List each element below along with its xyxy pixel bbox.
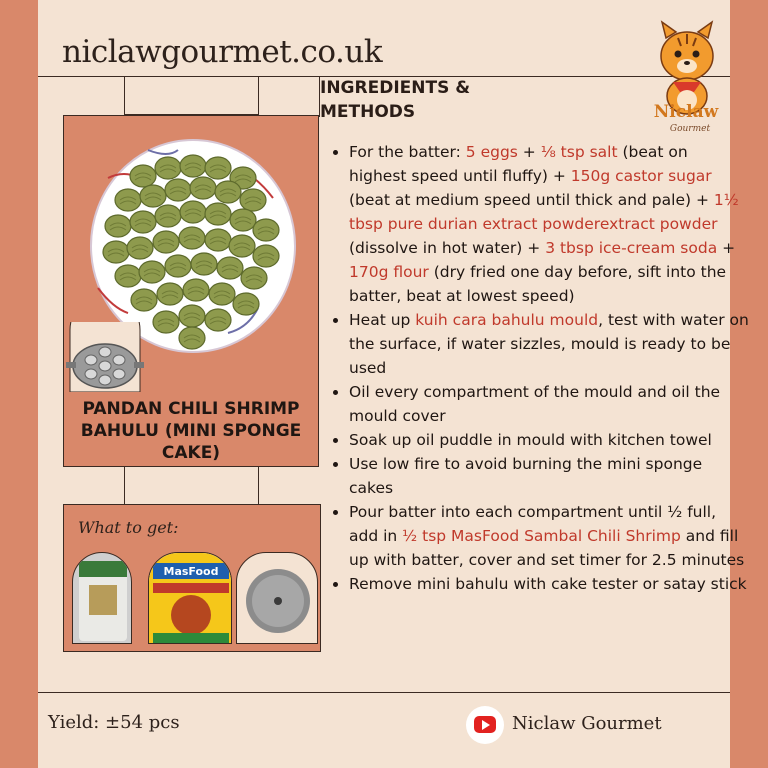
bahulu-cake [140, 185, 166, 207]
step-text: Heat up [349, 311, 416, 329]
ingredients-heading: INGREDIENTS & METHODS [320, 78, 471, 122]
bahulu-mould-icon [64, 322, 146, 392]
site-name[interactable]: niclawgourmet.co.uk [62, 34, 383, 70]
step-text: (dry fried one day before, sift into the batter, beat at lowest speed) [349, 263, 727, 305]
header-connector-left [124, 77, 125, 115]
method-step [349, 428, 749, 452]
logo-subtitle: Gourmet [669, 124, 711, 134]
bahulu-cake [155, 205, 181, 227]
bahulu-cake [165, 179, 191, 201]
step-text: Remove mini bahulu with cake tester or satay stick [349, 575, 747, 593]
what-to-get-title: What to get: [78, 518, 179, 537]
step-text: (beat on highest speed until fluffy) + [349, 143, 688, 185]
bahulu-cake [179, 227, 205, 249]
bahulu-cake [183, 279, 209, 301]
method-steps-list [327, 140, 749, 596]
step-text: Soak up oil puddle in mould with kitchen towel [349, 431, 712, 449]
ingredient-highlight: 150g castor sugar [570, 167, 712, 185]
bahulu-cake [240, 189, 266, 211]
ingredient-highlight: ⅛ tsp salt [540, 143, 618, 161]
step-text: (dissolve in hot water) + [349, 239, 546, 257]
bahulu-cake [130, 165, 156, 187]
method-step [349, 572, 749, 596]
logo-wordmark: Niclaw [653, 102, 719, 122]
method-step [349, 500, 749, 572]
bahulu-cake [179, 327, 205, 349]
bahulu-cake [233, 293, 259, 315]
bahulu-cake [115, 265, 141, 287]
bahulu-cake [217, 257, 243, 279]
bahulu-cake [153, 231, 179, 253]
bahulu-cake [205, 157, 231, 179]
dish-title: PANDAN CHILI SHRIMP BAHULU (MINI SPONGE CAKE) [80, 399, 302, 463]
flour-pack-icon[interactable] [72, 552, 132, 644]
bahulu-cake [157, 283, 183, 305]
ingredient-highlight: 3 tbsp ice-cream soda [545, 239, 718, 257]
step-text: and fill up with batter, cover and set timer for 2.5 minutes [349, 527, 745, 569]
step-text: Oil every compartment of the mould and oil the mould cover [349, 383, 721, 425]
bahulu-cake [241, 267, 267, 289]
step-text: For the batter: [349, 143, 466, 161]
bahulu-cake [165, 255, 191, 277]
bahulu-cake [205, 203, 231, 225]
bahulu-cake [253, 219, 279, 241]
method-step [349, 140, 749, 308]
bahulu-cake [155, 157, 181, 179]
step-text: Pour batter into each compartment until ½ full, add in [349, 503, 717, 545]
bahulu-cake [209, 283, 235, 305]
channel-name[interactable]: Niclaw Gourmet [512, 713, 662, 734]
bahulu-cake [229, 235, 255, 257]
bahulu-cake [127, 237, 153, 259]
bahulu-cake [230, 209, 256, 231]
bahulu-cake [103, 241, 129, 263]
bahulu-cake [139, 261, 165, 283]
masfood-brand-label: MasFood [163, 565, 219, 578]
bahulu-cake [191, 253, 217, 275]
bahulu-cake [131, 289, 157, 311]
bahulu-cake [115, 189, 141, 211]
bahulu-cake [190, 177, 216, 199]
method-step [349, 380, 749, 428]
bahulu-cake [130, 211, 156, 233]
bahulu-cake [153, 311, 179, 333]
mould-cover-icon[interactable] [236, 552, 318, 644]
step-text: + [717, 239, 736, 257]
youtube-play-icon [482, 720, 490, 730]
bahulu-cake [179, 305, 205, 327]
method-step [349, 308, 749, 380]
bahulu-cake [205, 309, 231, 331]
bahulu-cake [253, 245, 279, 267]
bahulu-cake [215, 181, 241, 203]
ingredient-highlight: kuih cara bahulu mould [415, 311, 599, 329]
step-text: , test with water on the surface, if water sizzles, mould is ready to be used [349, 311, 749, 377]
bahulu-cake [205, 229, 231, 251]
ingredient-highlight: ½ tsp MasFood Sambal Chili Shrimp [402, 527, 681, 545]
step-text: (beat at medium speed until thick and pale) + [349, 191, 714, 209]
middle-connector-left [124, 467, 125, 504]
method-step [349, 452, 749, 500]
ingredient-highlight: 170g flour [349, 263, 429, 281]
header-connector-right [258, 77, 259, 115]
ingredient-highlight: 5 eggs [465, 143, 518, 161]
step-text: + [517, 143, 541, 161]
bahulu-cake [105, 215, 131, 237]
masfood-sambal-pack-icon[interactable] [148, 552, 232, 644]
ingredient-highlight: 1½ tbsp pure durian extract powderextract powder [349, 191, 739, 233]
step-text: Use low fire to avoid burning the mini sponge cakes [349, 455, 703, 497]
footer-divider [38, 692, 730, 693]
yield-text: Yield: ±54 pcs [48, 712, 180, 733]
bahulu-cake [180, 155, 206, 177]
middle-connector-right [258, 467, 259, 504]
bahulu-cake [180, 201, 206, 223]
